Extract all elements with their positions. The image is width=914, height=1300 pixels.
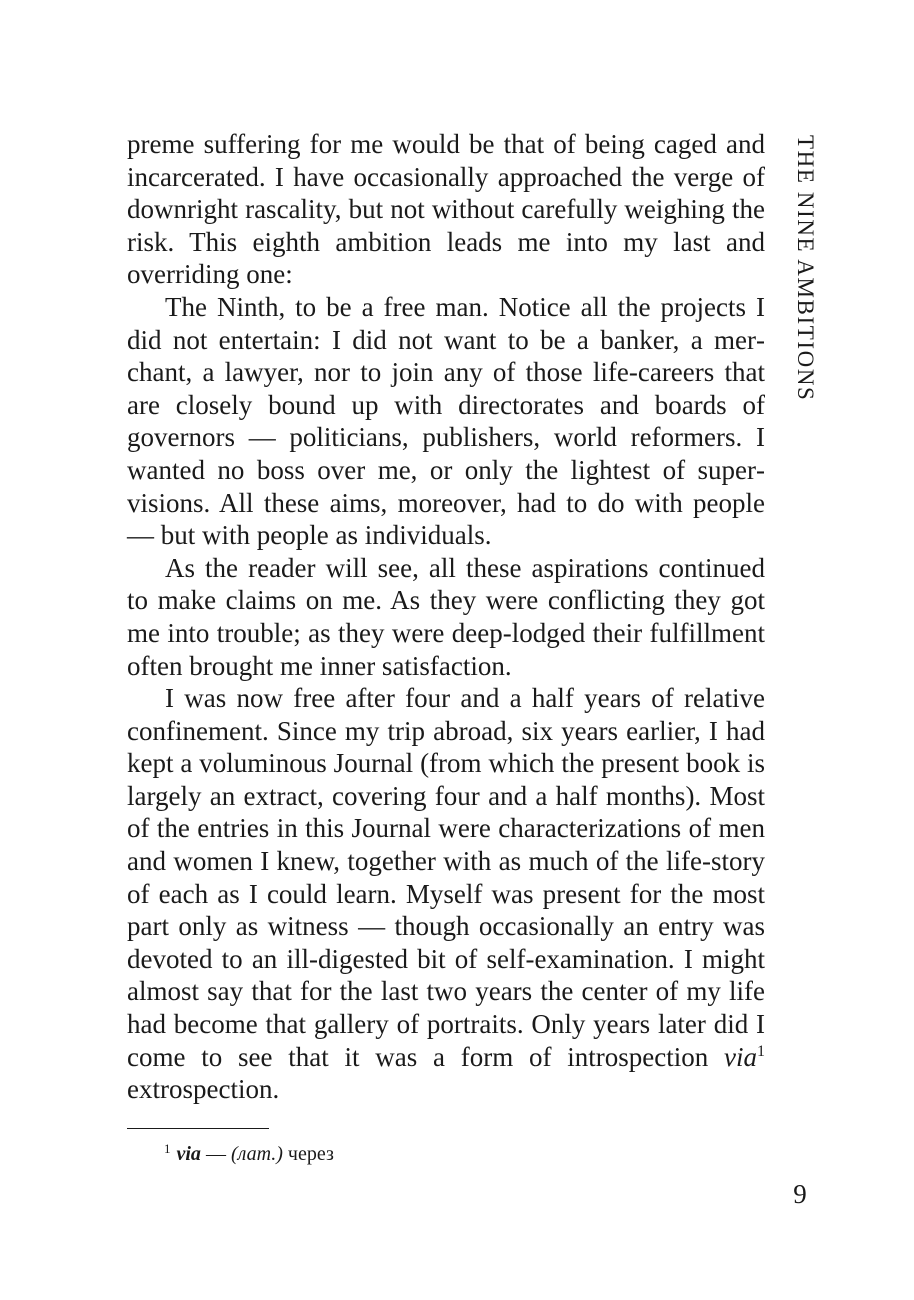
italic-term: via bbox=[724, 1041, 757, 1072]
footnote-number: 1 bbox=[164, 1141, 171, 1156]
paragraph-1: preme suffering for me would be that of being caged and incarcerated. I have occasionally approached the verge of downright rascality, but not without carefully weighing the risk. This eighth ambition leads me into my last and overriding one: bbox=[127, 129, 765, 290]
body-text bbox=[127, 128, 765, 1106]
footnote-reference[interactable]: 1 bbox=[757, 1042, 765, 1060]
paragraph-2: The Ninth, to be a free man. Notice all the projects I did not entertain: I did not want to be a banker, a merchant, a lawyer, nor to join any of those life-careers that are closely bound up with directorates and boards of governors — politicians, publishers, world reformers. I wanted no boss over me, or only the lightest of supervisions. All these aims, moreover, had to do with people — but with people as individuals. bbox=[127, 291, 765, 551]
footnote-translation: через bbox=[282, 1143, 334, 1165]
paragraph-4 bbox=[127, 682, 765, 1106]
footnote-term: via bbox=[176, 1143, 201, 1165]
page-number: 9 bbox=[793, 1179, 807, 1209]
footnote-dash: — bbox=[200, 1143, 231, 1165]
footnote-divider bbox=[127, 1128, 269, 1129]
paragraph-3: As the reader will see, all these aspirations continued to make claims on me. As they were conflicting they got me into trouble; as they were deep-lodged their fulfillment often brought me inner satisfaction. bbox=[127, 552, 765, 681]
footnote-language: (лат.) bbox=[230, 1143, 283, 1165]
paragraph-4-ending: extrospection. bbox=[127, 1074, 280, 1105]
paragraph-4-text: I was now free after four and a half years of relative confinement. Since my trip abroad, six years earlier, I had kept a voluminous Journal (from which the present book is largely an extract, covering four and a half months). Most of the entries in this Journal were characterizations of men and women I knew, together with as much of the life-story of each as I could learn. Myself was present for the most part only as witness — though occasionally an entry was devoted to an ill-digested bit of self-examination. I might almost say that for the last two years the center of my life had become that gallery of portraits. Only years later did I come to see that it was a form of introspection bbox=[127, 683, 765, 1072]
footnote bbox=[164, 1136, 334, 1167]
running-head-text: THE NINE AMBITIONS bbox=[793, 135, 818, 402]
running-head bbox=[790, 135, 820, 425]
